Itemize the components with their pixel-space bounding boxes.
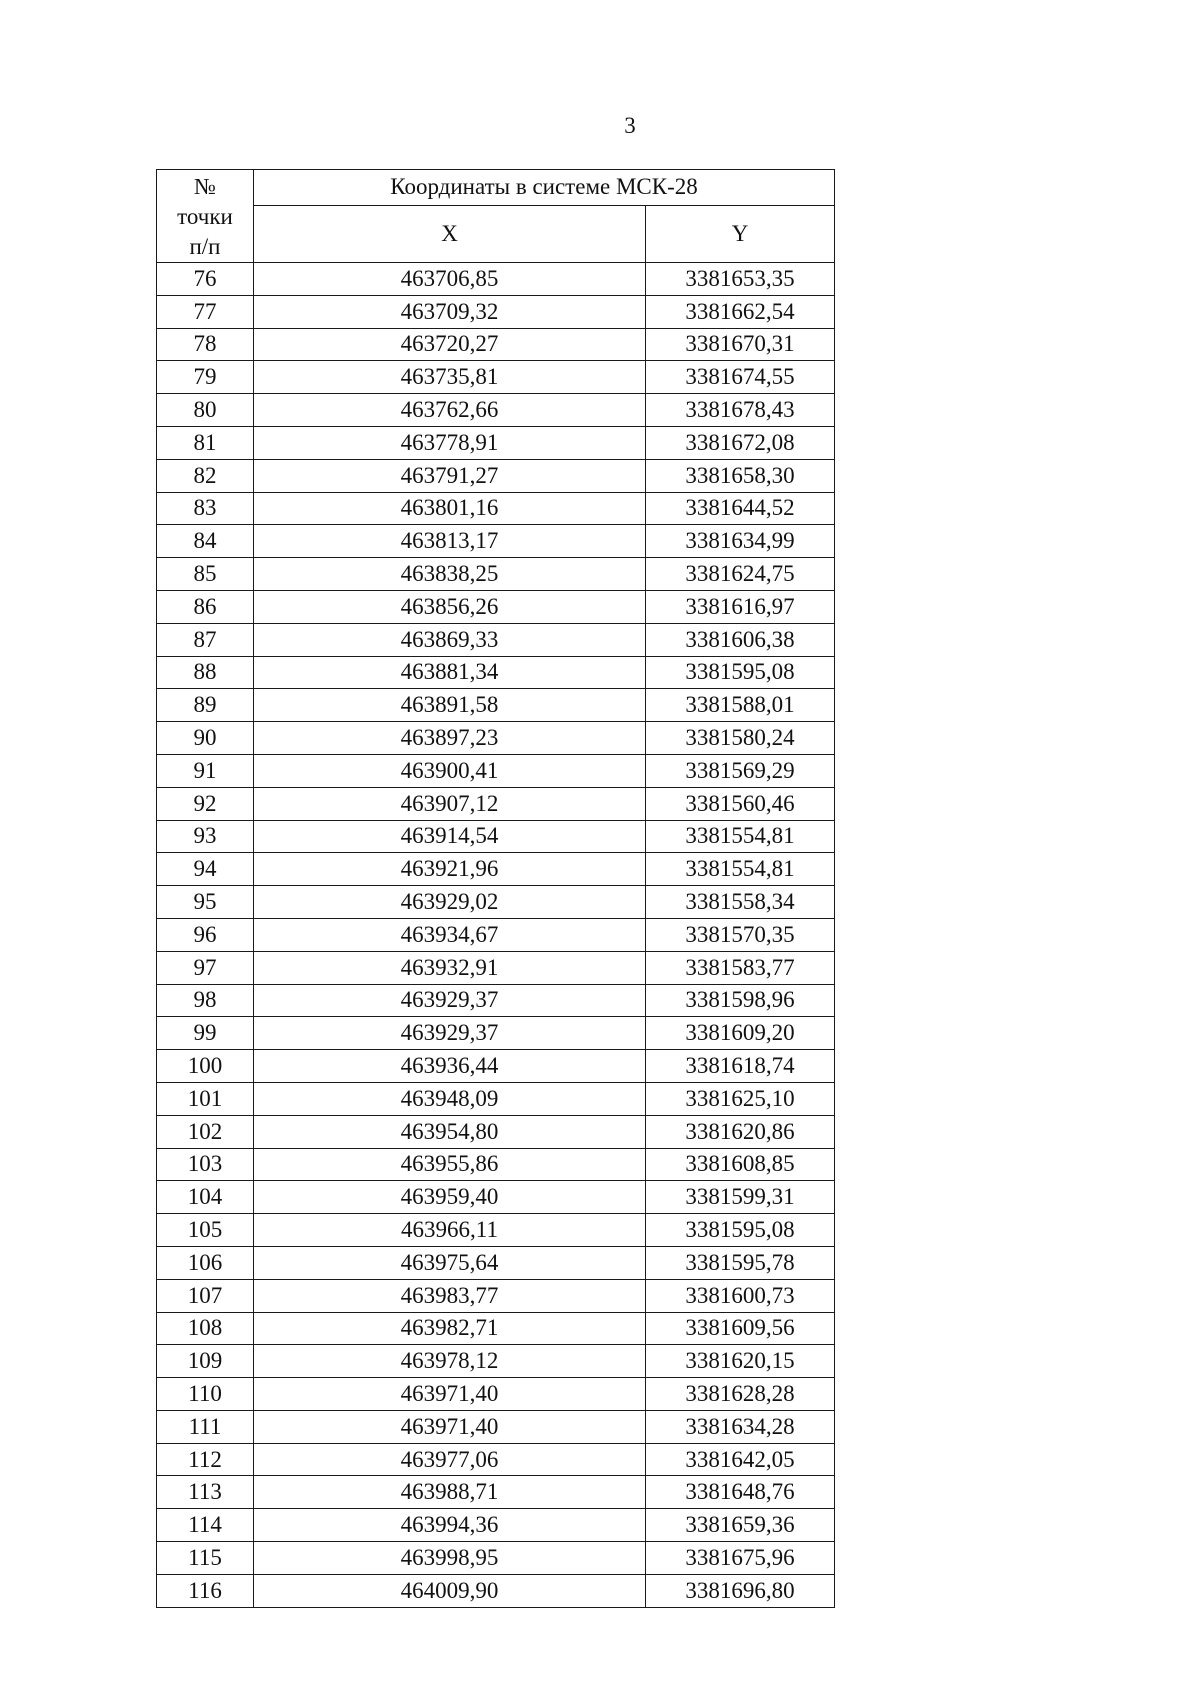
point-number-cell: 98 [157, 984, 254, 1017]
table-header-row [157, 170, 835, 206]
point-number-cell: 111 [157, 1410, 254, 1443]
table-row [157, 1115, 835, 1148]
table-row [157, 656, 835, 689]
x-coordinate-cell: 463907,12 [254, 787, 646, 820]
point-number-cell: 95 [157, 886, 254, 919]
point-number-cell: 88 [157, 656, 254, 689]
x-coordinate-cell: 463720,27 [254, 328, 646, 361]
point-number-cell: 109 [157, 1345, 254, 1378]
point-number-cell: 108 [157, 1312, 254, 1345]
table-row [157, 590, 835, 623]
y-coordinate-cell: 3381644,52 [646, 492, 835, 525]
y-coordinate-cell: 3381608,85 [646, 1148, 835, 1181]
table-row [157, 1509, 835, 1542]
table-row [157, 918, 835, 951]
table-body [157, 263, 835, 1608]
point-number-cell: 96 [157, 918, 254, 951]
x-coordinate-cell: 463735,81 [254, 361, 646, 394]
x-coordinate-cell: 463762,66 [254, 394, 646, 427]
x-coordinate-cell: 463955,86 [254, 1148, 646, 1181]
y-coordinate-cell: 3381595,78 [646, 1246, 835, 1279]
y-coordinate-cell: 3381670,31 [646, 328, 835, 361]
table-row [157, 1476, 835, 1509]
table-row [157, 886, 835, 919]
x-coordinate-cell: 463932,91 [254, 951, 646, 984]
x-coordinate-cell: 463948,09 [254, 1082, 646, 1115]
table-row [157, 689, 835, 722]
x-coordinate-cell: 463900,41 [254, 754, 646, 787]
point-number-cell: 85 [157, 558, 254, 591]
y-coordinate-cell: 3381634,99 [646, 525, 835, 558]
x-coordinate-cell: 463791,27 [254, 459, 646, 492]
y-coordinate-cell: 3381558,34 [646, 886, 835, 919]
table-row [157, 394, 835, 427]
point-number-cell: 80 [157, 394, 254, 427]
table-row [157, 426, 835, 459]
table-row [157, 820, 835, 853]
y-coordinate-cell: 3381569,29 [646, 754, 835, 787]
x-coordinate-cell: 463983,77 [254, 1279, 646, 1312]
y-coordinate-cell: 3381678,43 [646, 394, 835, 427]
y-coordinate-cell: 3381628,28 [646, 1378, 835, 1411]
point-number-cell: 116 [157, 1574, 254, 1607]
point-number-cell: 105 [157, 1214, 254, 1247]
x-coordinate-cell: 463971,40 [254, 1378, 646, 1411]
point-number-cell: 93 [157, 820, 254, 853]
table-row [157, 492, 835, 525]
y-coordinate-cell: 3381618,74 [646, 1050, 835, 1083]
point-number-header-line-3: п/п [189, 234, 221, 259]
x-coordinate-cell: 463891,58 [254, 689, 646, 722]
x-coordinate-cell: 463994,36 [254, 1509, 646, 1542]
x-coordinate-cell: 463971,40 [254, 1410, 646, 1443]
y-coordinate-cell: 3381609,20 [646, 1017, 835, 1050]
x-coordinate-cell: 463778,91 [254, 426, 646, 459]
point-number-cell: 86 [157, 590, 254, 623]
y-coordinate-cell: 3381570,35 [646, 918, 835, 951]
table-row [157, 951, 835, 984]
point-number-cell: 110 [157, 1378, 254, 1411]
x-coordinate-cell: 463998,95 [254, 1542, 646, 1575]
table-row [157, 1082, 835, 1115]
table-subheader-row [157, 205, 835, 262]
x-coordinate-cell: 463982,71 [254, 1312, 646, 1345]
coordinates-system-header: Координаты в системе МСК-28 [254, 170, 835, 206]
y-coordinate-cell: 3381625,10 [646, 1082, 835, 1115]
table-row [157, 328, 835, 361]
table-row [157, 1148, 835, 1181]
table-row [157, 1542, 835, 1575]
table-row [157, 1312, 835, 1345]
table-row [157, 1214, 835, 1247]
x-coordinate-cell: 463975,64 [254, 1246, 646, 1279]
x-coordinate-cell: 463801,16 [254, 492, 646, 525]
y-coordinate-cell: 3381675,96 [646, 1542, 835, 1575]
point-number-cell: 76 [157, 263, 254, 296]
table-row [157, 1574, 835, 1607]
point-number-cell: 94 [157, 853, 254, 886]
table-row [157, 1181, 835, 1214]
point-number-header [157, 170, 254, 263]
x-coordinate-cell: 463934,67 [254, 918, 646, 951]
table-row [157, 853, 835, 886]
x-coordinate-cell: 463954,80 [254, 1115, 646, 1148]
point-number-cell: 97 [157, 951, 254, 984]
table-row [157, 984, 835, 1017]
y-coordinate-cell: 3381642,05 [646, 1443, 835, 1476]
table-row [157, 459, 835, 492]
x-column-header: X [254, 205, 646, 262]
y-coordinate-cell: 3381609,56 [646, 1312, 835, 1345]
point-number-cell: 104 [157, 1181, 254, 1214]
y-coordinate-cell: 3381554,81 [646, 853, 835, 886]
point-number-cell: 112 [157, 1443, 254, 1476]
table-row [157, 525, 835, 558]
point-number-cell: 83 [157, 492, 254, 525]
table-row [157, 1443, 835, 1476]
y-coordinate-cell: 3381554,81 [646, 820, 835, 853]
x-coordinate-cell: 463936,44 [254, 1050, 646, 1083]
y-coordinate-cell: 3381648,76 [646, 1476, 835, 1509]
y-coordinate-cell: 3381672,08 [646, 426, 835, 459]
x-coordinate-cell: 463838,25 [254, 558, 646, 591]
point-number-cell: 100 [157, 1050, 254, 1083]
y-coordinate-cell: 3381616,97 [646, 590, 835, 623]
point-number-header-line-1: № [194, 174, 216, 199]
y-column-header: Y [646, 205, 835, 262]
x-coordinate-cell: 463966,11 [254, 1214, 646, 1247]
table-row [157, 1050, 835, 1083]
table-row [157, 263, 835, 296]
x-coordinate-cell: 463856,26 [254, 590, 646, 623]
point-number-cell: 89 [157, 689, 254, 722]
x-coordinate-cell: 463914,54 [254, 820, 646, 853]
x-coordinate-cell: 463709,32 [254, 295, 646, 328]
table-row [157, 295, 835, 328]
point-number-cell: 103 [157, 1148, 254, 1181]
y-coordinate-cell: 3381588,01 [646, 689, 835, 722]
table-row [157, 361, 835, 394]
point-number-cell: 78 [157, 328, 254, 361]
y-coordinate-cell: 3381560,46 [646, 787, 835, 820]
y-coordinate-cell: 3381598,96 [646, 984, 835, 1017]
point-number-cell: 106 [157, 1246, 254, 1279]
y-coordinate-cell: 3381653,35 [646, 263, 835, 296]
point-number-cell: 82 [157, 459, 254, 492]
table-row [157, 1279, 835, 1312]
point-number-cell: 79 [157, 361, 254, 394]
table-row [157, 1345, 835, 1378]
y-coordinate-cell: 3381583,77 [646, 951, 835, 984]
y-coordinate-cell: 3381606,38 [646, 623, 835, 656]
table-row [157, 722, 835, 755]
y-coordinate-cell: 3381696,80 [646, 1574, 835, 1607]
table-row [157, 754, 835, 787]
x-coordinate-cell: 463977,06 [254, 1443, 646, 1476]
x-coordinate-cell: 463869,33 [254, 623, 646, 656]
x-coordinate-cell: 463978,12 [254, 1345, 646, 1378]
point-number-cell: 102 [157, 1115, 254, 1148]
point-number-cell: 81 [157, 426, 254, 459]
y-coordinate-cell: 3381599,31 [646, 1181, 835, 1214]
x-coordinate-cell: 463706,85 [254, 263, 646, 296]
y-coordinate-cell: 3381580,24 [646, 722, 835, 755]
y-coordinate-cell: 3381620,15 [646, 1345, 835, 1378]
y-coordinate-cell: 3381674,55 [646, 361, 835, 394]
point-number-cell: 107 [157, 1279, 254, 1312]
x-coordinate-cell: 463921,96 [254, 853, 646, 886]
point-number-cell: 99 [157, 1017, 254, 1050]
point-number-cell: 84 [157, 525, 254, 558]
x-coordinate-cell: 463881,34 [254, 656, 646, 689]
y-coordinate-cell: 3381659,36 [646, 1509, 835, 1542]
point-number-cell: 87 [157, 623, 254, 656]
y-coordinate-cell: 3381595,08 [646, 1214, 835, 1247]
y-coordinate-cell: 3381634,28 [646, 1410, 835, 1443]
point-number-cell: 113 [157, 1476, 254, 1509]
x-coordinate-cell: 463929,37 [254, 1017, 646, 1050]
x-coordinate-cell: 464009,90 [254, 1574, 646, 1607]
table-row [157, 787, 835, 820]
y-coordinate-cell: 3381600,73 [646, 1279, 835, 1312]
x-coordinate-cell: 463929,37 [254, 984, 646, 1017]
point-number-cell: 115 [157, 1542, 254, 1575]
point-number-cell: 114 [157, 1509, 254, 1542]
point-number-cell: 101 [157, 1082, 254, 1115]
y-coordinate-cell: 3381595,08 [646, 656, 835, 689]
point-number-cell: 90 [157, 722, 254, 755]
point-number-cell: 91 [157, 754, 254, 787]
table-row [157, 1246, 835, 1279]
coordinates-table [156, 169, 835, 1608]
x-coordinate-cell: 463959,40 [254, 1181, 646, 1214]
y-coordinate-cell: 3381658,30 [646, 459, 835, 492]
table-row [157, 623, 835, 656]
table-row [157, 1378, 835, 1411]
point-number-header-line-2: точки [177, 204, 233, 229]
x-coordinate-cell: 463813,17 [254, 525, 646, 558]
y-coordinate-cell: 3381624,75 [646, 558, 835, 591]
point-number-cell: 92 [157, 787, 254, 820]
x-coordinate-cell: 463929,02 [254, 886, 646, 919]
x-coordinate-cell: 463988,71 [254, 1476, 646, 1509]
page-number: 3 [624, 113, 636, 138]
x-coordinate-cell: 463897,23 [254, 722, 646, 755]
table-row [157, 1410, 835, 1443]
y-coordinate-cell: 3381662,54 [646, 295, 835, 328]
table-row [157, 1017, 835, 1050]
point-number-cell: 77 [157, 295, 254, 328]
table-row [157, 558, 835, 591]
y-coordinate-cell: 3381620,86 [646, 1115, 835, 1148]
